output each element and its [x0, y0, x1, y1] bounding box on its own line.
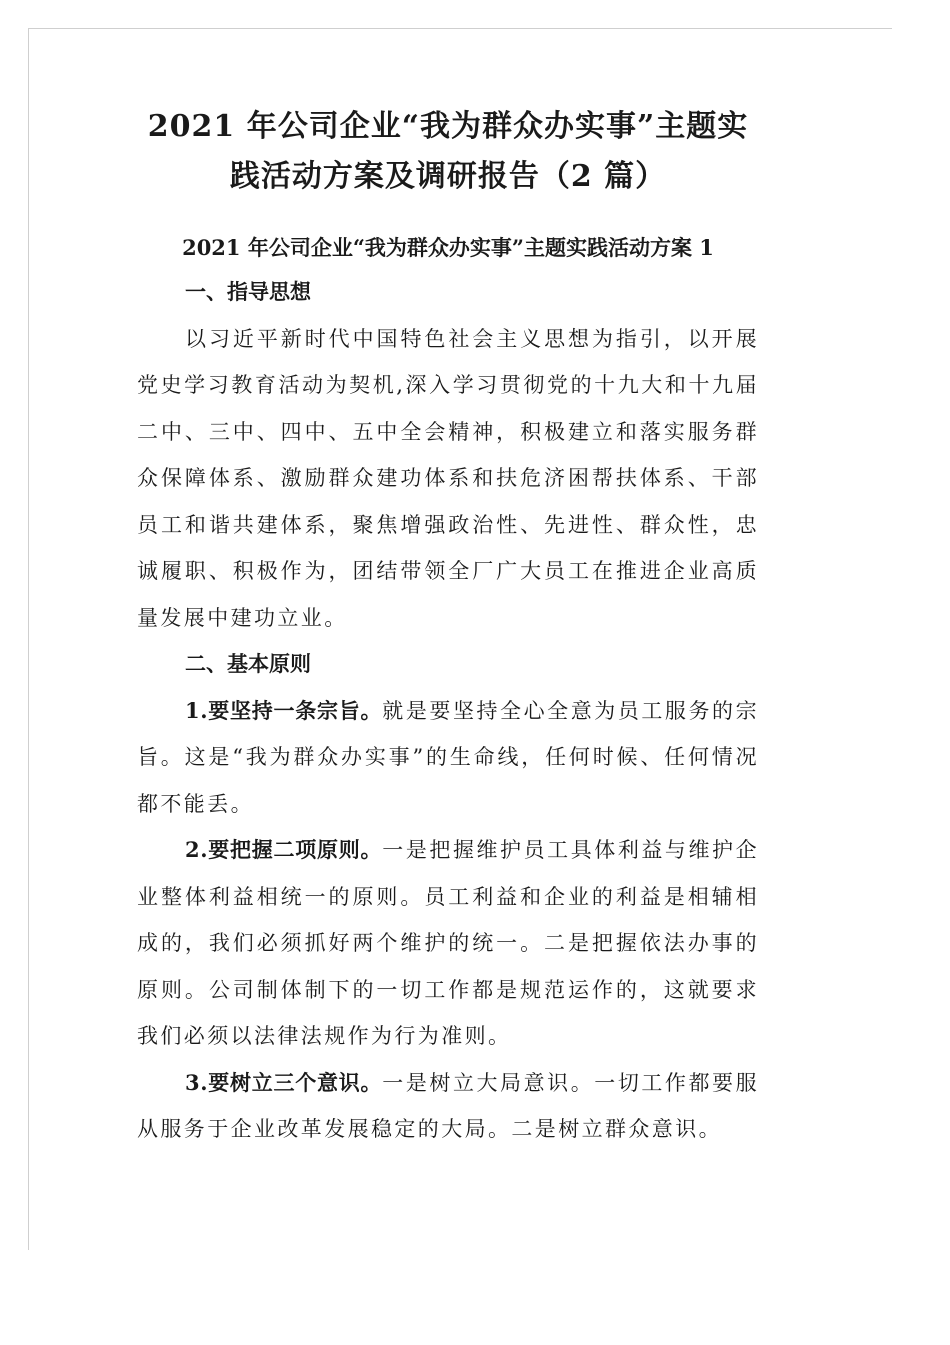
- title-line-2: 践活动方案及调研报告（2 篇）: [229, 159, 667, 194]
- principle-1-lead: 1.要坚持一条宗旨。: [185, 697, 383, 723]
- principle-3-body: 一是树立大局意识。一切工作都要服从服务于企业改革发展稳定的大局。二是树立群众意识。: [137, 1070, 759, 1141]
- principle-1-body: 就是要坚持全心全意为员工服务的宗旨。这是“我为群众办实事”的生命线，任何时候、任何情况都不能丢。: [137, 698, 759, 816]
- paragraph-principle-2: [137, 827, 759, 1060]
- document-title: [137, 102, 759, 202]
- heading-basic-principles: 二、基本原则: [185, 651, 311, 676]
- heading-guiding-ideology: 一、指导思想: [185, 279, 311, 304]
- paragraph-principle-1: [137, 688, 759, 828]
- principle-2-body: 一是把握维护员工具体利益与维护企业整体利益相统一的原则。员工利益和企业的利益是相辅相成的，我们必须抓好两个维护的统一。二是把握依法办事的原则。公司制体制下的一切工作都是规范运作的，这就要求我们必须以法律法规作为行为准则。: [137, 838, 759, 1048]
- paragraph-guiding-ideology: 以习近平新时代中国特色社会主义思想为指引，以开展党史学习教育活动为契机,深入学习贯彻党的十九大和十九届二中、三中、四中、五中全会精神，积极建立和落实服务群众保障体系、激励群众建功体系和扶危济困帮扶体系、干部员工和谐共建体系，聚焦增强政治性、先进性、群众性，忠诚履职、积极作为，团结带领全厂广大员工在推进企业高质量发展中建功立业。: [137, 326, 759, 630]
- paragraph-principle-3: [137, 1060, 759, 1153]
- title-line-1: 2021 年公司企业“我为群众办实事”主题实: [147, 109, 749, 144]
- section-subtitle: 2021 年公司企业“我为群众办实事”主题实践活动方案 1: [182, 235, 714, 260]
- principle-3-lead: 3.要树立三个意识。: [185, 1069, 383, 1095]
- document-body: [137, 102, 759, 1153]
- principle-2-lead: 2.要把握二项原则。: [185, 837, 383, 862]
